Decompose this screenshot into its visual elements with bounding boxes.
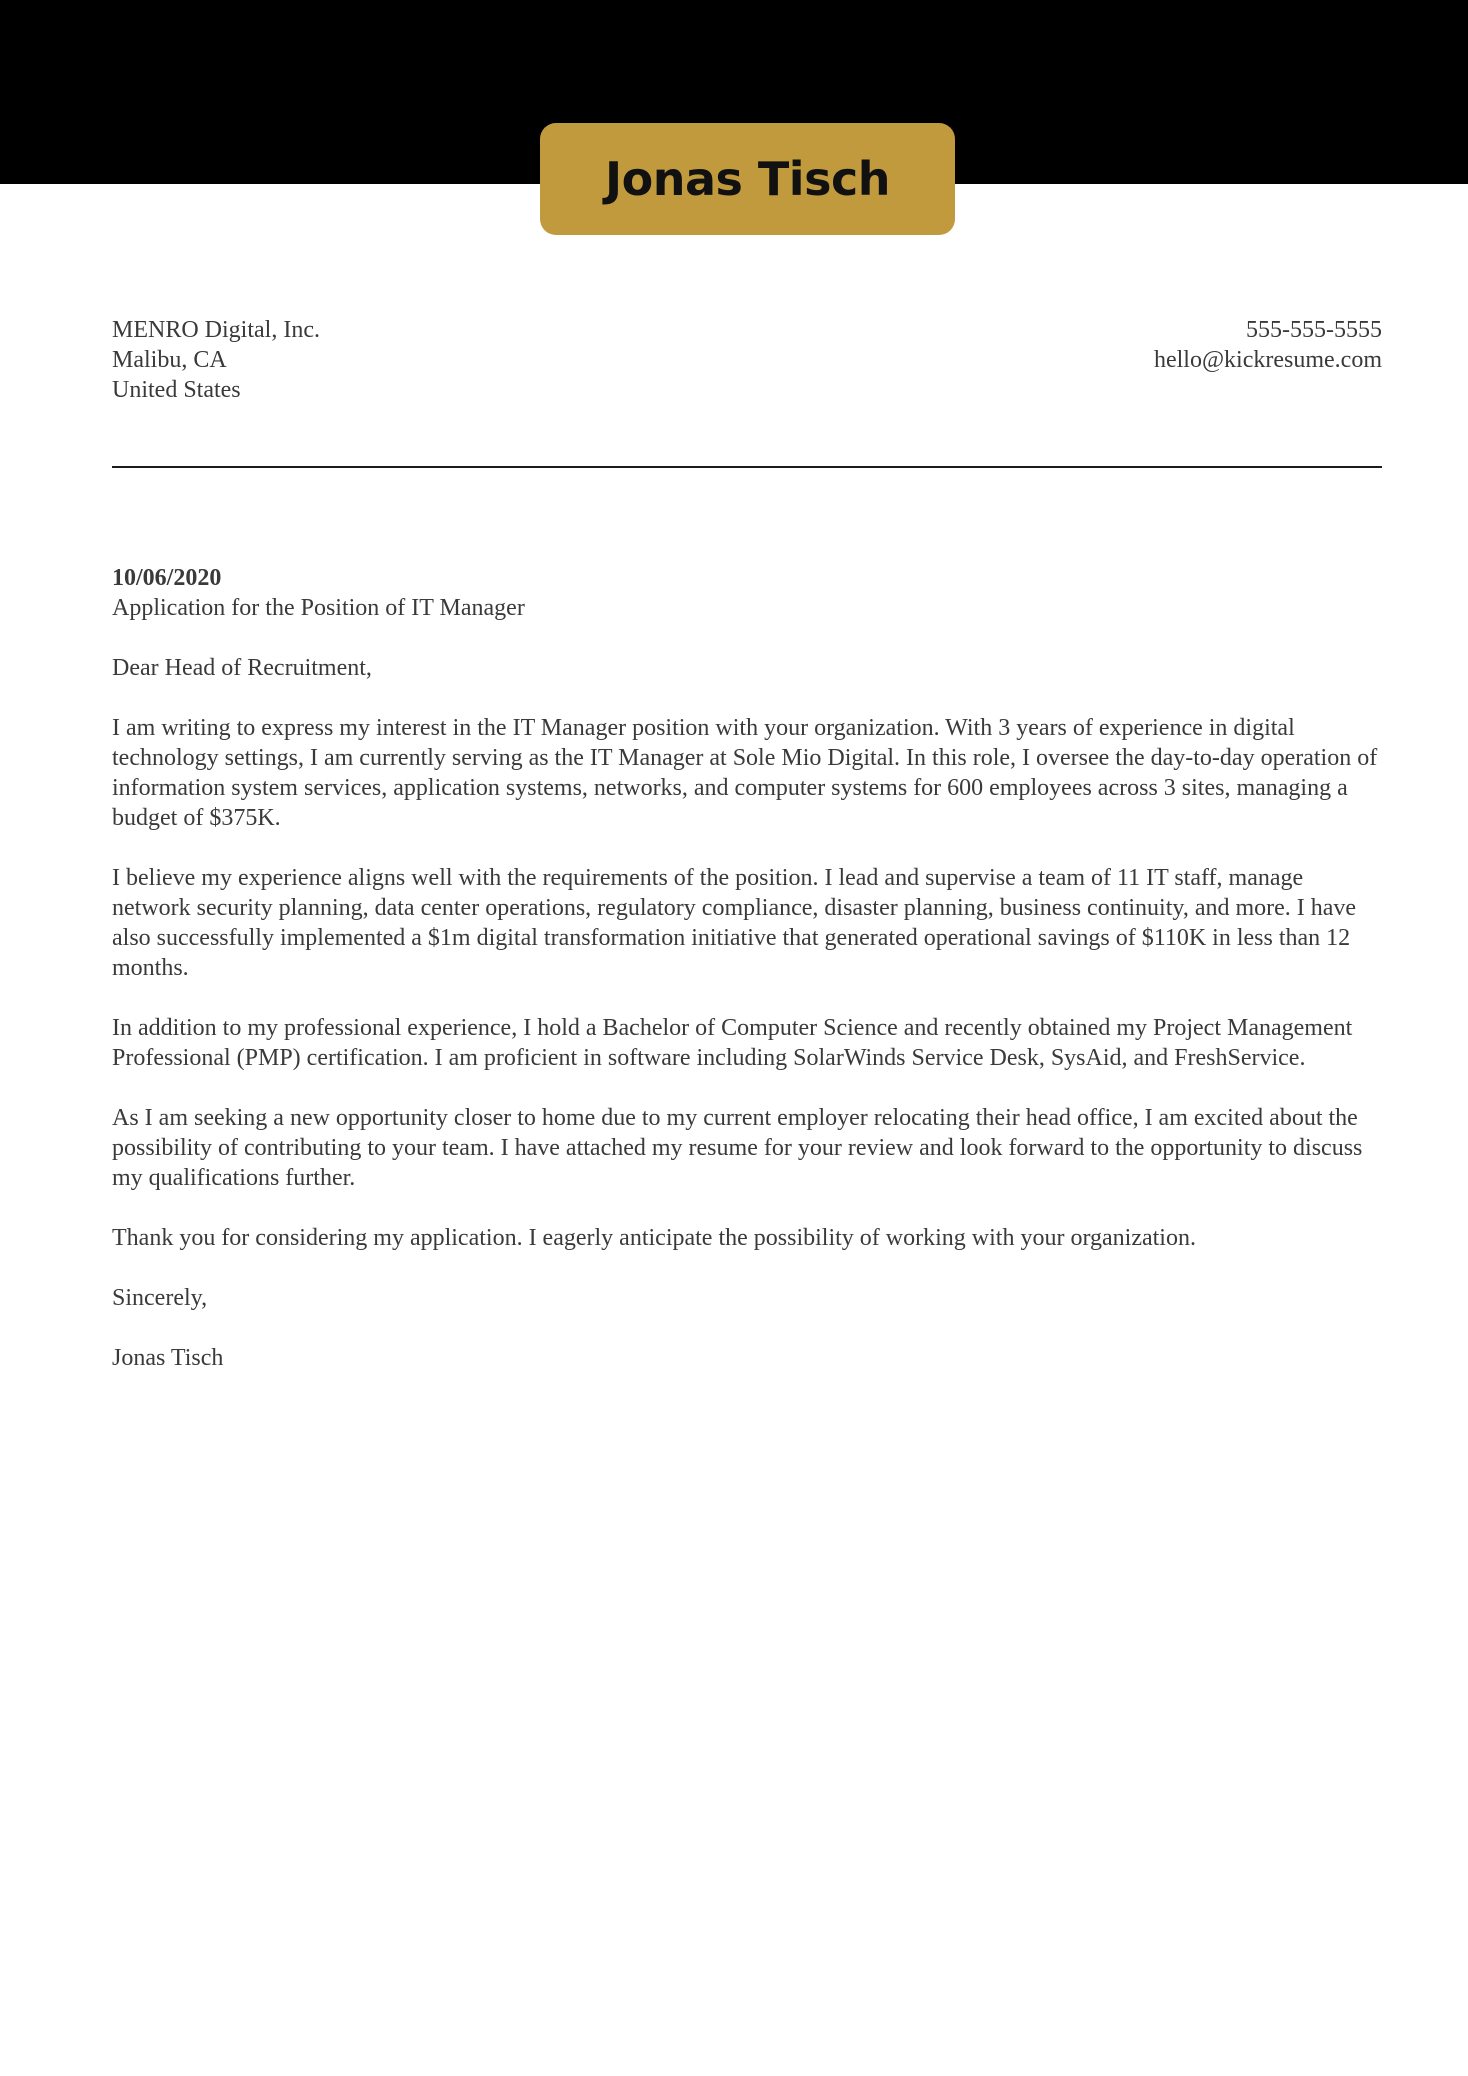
recipient-company: MENRO Digital, Inc. — [112, 317, 320, 343]
sender-email: hello@kickresume.com — [1153, 347, 1382, 373]
letter-paragraph-1: I am writing to express my interest in the IT Manager position with your organization. With 3 years of experience in digital technology settings, I am currently serving as the IT Manager at Sole Mio Digital. In this role, I oversee the day-to-day operation of information system services, application systems, networks, and computer systems for 600 employees across 3 sites, managing a budget of $375K. — [112, 715, 1378, 831]
sender-phone: 555-555-5555 — [1246, 317, 1382, 343]
applicant-name: Jonas Tisch — [605, 152, 890, 206]
letter-date: 10/06/2020 — [112, 565, 222, 591]
sender-contact-block — [1154, 315, 1382, 375]
letter-subject: Application for the Position of IT Manager — [112, 595, 525, 621]
recipient-city: Malibu, CA — [112, 347, 227, 373]
letter-paragraph-5: Thank you for considering my application. I eagerly anticipate the possibility of working with your organization. — [112, 1225, 1196, 1251]
letter-body — [112, 563, 1382, 1373]
letter-signature: Jonas Tisch — [112, 1345, 224, 1371]
letter-salutation: Dear Head of Recruitment, — [112, 655, 372, 681]
letter-content — [0, 184, 1468, 1373]
recipient-address-block — [112, 315, 320, 405]
letter-paragraph-2: I believe my experience aligns well with the requirements of the position. I lead and supervise a team of 11 IT staff, manage network security planning, data center operations, regulatory compliance, disaster planning, business continuity, and more. I have also successfully implemented a $1m digital transformation initiative that generated operational savings of $110K in less than 12 months. — [112, 865, 1357, 981]
letter-paragraph-3: In addition to my professional experience, I hold a Bachelor of Computer Science and recently obtained my Project Management Professional (PMP) certification. I am proficient in software including SolarWinds Service Desk, SysAid, and FreshService. — [112, 1015, 1353, 1071]
letter-closing: Sincerely, — [112, 1285, 208, 1311]
letterhead — [112, 315, 1382, 405]
name-badge — [540, 123, 955, 235]
divider-line — [112, 466, 1382, 468]
recipient-country: United States — [112, 377, 241, 403]
letter-paragraph-4: As I am seeking a new opportunity closer to home due to my current employer relocating their head office, I am excited about the possibility of contributing to your team. I have attached my resume for your review and look forward to the opportunity to discuss my qualifications further. — [112, 1105, 1363, 1191]
